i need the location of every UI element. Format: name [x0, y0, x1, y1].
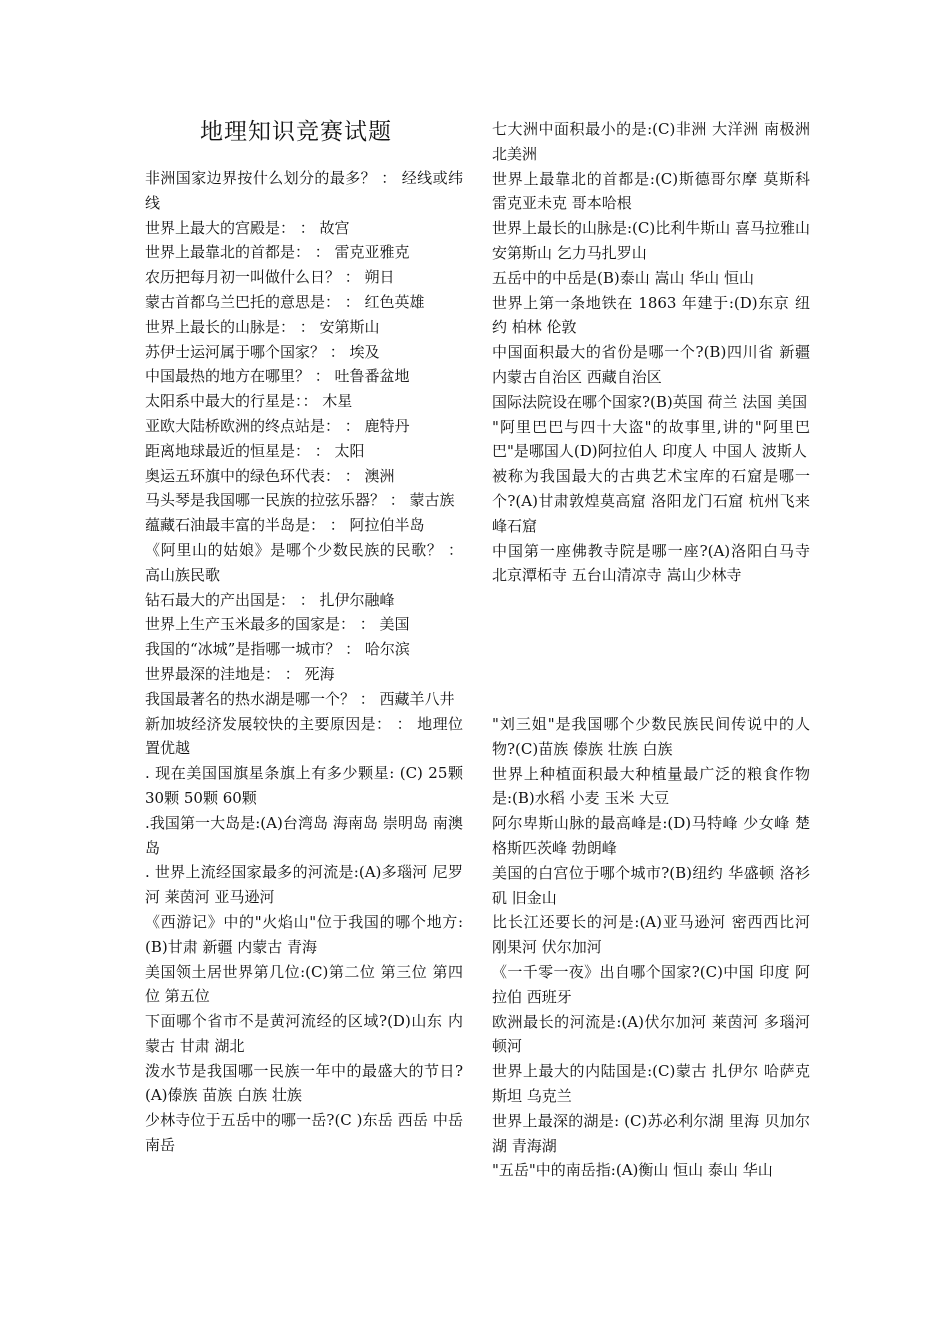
question-item: "五岳"中的南岳指:(A)衡山 恒山 泰山 华山: [492, 1161, 773, 1180]
question-item: 非洲国家边界按什么划分的最多？ ： 经线或纬线: [145, 169, 463, 212]
question-item: . 世界上流经国家最多的河流是:(A)多瑙河 尼罗河 莱茵河 亚马逊河: [145, 863, 463, 907]
question-item: 少林寺位于五岳中的哪一岳?(C )东岳 西岳 中岳 南岳: [145, 1111, 463, 1155]
question-item: 被称为我国最大的古典艺术宝库的石窟是哪一个?(A)甘肃敦煌莫高窟 洛阳龙门石窟 杭州飞来峰石窟: [492, 467, 810, 535]
question-item: 《一千零一夜》出自哪个国家?(C)中国 印度 阿拉伯 西班牙: [492, 962, 810, 1006]
question-item: 美国领土居世界第几位:(C)第二位 第三位 第四位 第五位: [145, 962, 463, 1006]
question-list-left: [145, 166, 463, 1158]
question-item: 蒙古首都乌兰巴托的意思是： ： 红色英雄: [145, 292, 425, 311]
question-item: 距离地球最近的恒星是： ： 太阳: [145, 441, 365, 460]
question-item: 美国的白宫位于哪个城市?(B)纽约 华盛顿 洛衫矶 旧金山: [492, 863, 810, 907]
question-item: 泼水节是我国哪一民族一年中的最盛大的节日?(A)傣族 苗族 白族 壮族: [145, 1061, 463, 1105]
question-item: 世界上生产玉米最多的国家是： ： 美国: [145, 615, 410, 634]
question-item: 中国第一座佛教寺院是哪一座?(A)洛阳白马寺 北京潭柘寺 五台山清凉寺 嵩山少林寺: [492, 541, 810, 585]
question-item: . 现在美国国旗星条旗上有多少颗星: (C) 25颗 30颗 50颗 60颗: [145, 764, 463, 807]
question-item: 奥运五环旗中的绿色环代表： ： 澳洲: [145, 466, 395, 485]
question-item: 比长江还要长的河是:(A)亚马逊河 密西西比河 刚果河 伏尔加河: [492, 913, 810, 957]
question-item: 农历把每月初一叫做什么日？ ： 朔日: [145, 268, 395, 287]
question-item: "刘三姐"是我国哪个少数民族民间传说中的人物?(C)苗族 傣族 壮族 白族: [492, 715, 810, 758]
question-list-right-top: [492, 117, 810, 588]
question-item: 世界上最靠北的首都是:(C)斯德哥尔摩 莫斯科 雷克亚未克 哥本哈根: [492, 169, 810, 213]
question-item: 新加坡经济发展较快的主要原因是： ： 地理位置优越: [145, 714, 463, 758]
question-item: 五岳中的中岳是(B)泰山 嵩山 华山 恒山: [492, 268, 755, 287]
page-title: 地理知识竞赛试题: [200, 119, 392, 145]
question-item: 中国面积最大的省份是哪一个?(B)四川省 新疆 内蒙古自治区 西藏自治区: [492, 343, 810, 386]
question-item: 《阿里山的姑娘》是哪个少数民族的民歌？ ： 高山族民歌: [145, 540, 463, 584]
question-item: 世界上最大的内陆国是:(C)蒙古 扎伊尔 哈萨克斯坦 乌克兰: [492, 1062, 810, 1105]
question-item: 世界上第一条地铁在 1863 年建于:(D)东京 纽约 柏林 伦敦: [492, 293, 810, 337]
question-item: 世界上最靠北的首都是： ： 雷克亚雅克: [145, 243, 410, 262]
question-item: 国际法院设在哪个国家?(B)英国 荷兰 法国 美国: [492, 392, 808, 411]
question-item: 世界上最长的山脉是： ： 安第斯山: [145, 317, 380, 336]
question-item: 苏伊士运河属于哪个国家？ ： 埃及: [145, 342, 380, 361]
question-item: 世界上最深的湖是: (C)苏必利尔湖 里海 贝加尔湖 青海湖: [492, 1111, 810, 1155]
question-list-right-bottom: [492, 712, 810, 1183]
question-item: 世界最深的洼地是： ： 死海: [145, 664, 335, 683]
question-item: 亚欧大陆桥欧洲的终点站是： ： 鹿特丹: [145, 416, 410, 435]
question-item: 我国最著名的热水湖是哪一个？ ： 西藏羊八井: [145, 689, 455, 708]
question-item: 中国最热的地方在哪里？ ： 吐鲁番盆地: [145, 367, 410, 386]
question-item: 阿尔卑斯山脉的最高峰是:(D)马特峰 少女峰 楚格斯匹茨峰 勃朗峰: [492, 814, 810, 857]
question-item: 欧洲最长的河流是:(A)伏尔加河 莱茵河 多瑙河 顿河: [492, 1012, 810, 1056]
question-item: 《西游记》中的"火焰山"位于我国的哪个地方:(B)甘肃 新疆 内蒙古 青海: [145, 912, 463, 956]
question-item: 世界上最长的山脉是:(C)比利牛斯山 喜马拉雅山 安第斯山 乞力马扎罗山: [492, 219, 811, 262]
question-item: 下面哪个省市不是黄河流经的区域?(D)山东 内蒙古 甘肃 湖北: [145, 1012, 463, 1055]
question-item: 蕴藏石油最丰富的半岛是： ： 阿拉伯半岛: [145, 516, 425, 535]
question-item: 世界上种植面积最大种植量最广泛的粮食作物是:(B)水稻 小麦 玉米 大豆: [492, 764, 810, 808]
question-item: 世界上最大的宫殿是： ： 故宫: [145, 218, 350, 237]
question-item: 钻石最大的产出国是： ： 扎伊尔融峰: [145, 590, 395, 609]
question-item: 七大洲中面积最小的是:(C)非洲 大洋洲 南极洲 北美洲: [492, 120, 810, 163]
question-item: 我国的“冰城”是指哪一城市？ ： 哈尔滨: [145, 640, 410, 659]
question-item: "阿里巴巴与四十大盗"的故事里,讲的"阿里巴巴"是哪国人(D)阿拉伯人 印度人 中国人 波斯人: [492, 417, 810, 461]
question-item: 马头琴是我国哪一民族的拉弦乐器？ ： 蒙古族: [145, 491, 455, 510]
question-item: .我国第一大岛是:(A)台湾岛 海南岛 崇明岛 南澳岛: [145, 813, 463, 857]
question-item: 太阳系中最大的行星是：： 木星: [145, 392, 353, 411]
